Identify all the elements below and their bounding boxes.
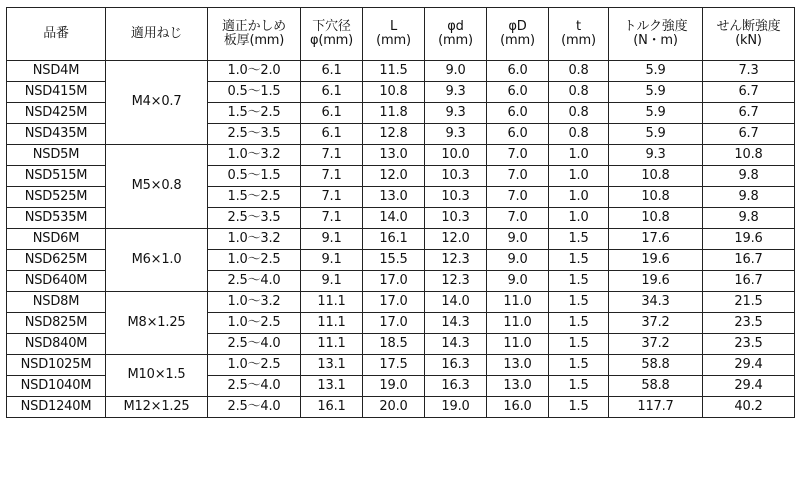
grip-range-cell: 1.0～3.2: [208, 229, 301, 250]
grip-range-cell: 2.5～4.0: [208, 271, 301, 292]
thread-size-cell: M12×1.25: [106, 397, 208, 418]
table-row: [7, 145, 795, 166]
shear-strength-cell: 16.7: [703, 271, 795, 292]
thickness-cell: 1.0: [549, 187, 609, 208]
grip-range-cell: 2.5～4.0: [208, 334, 301, 355]
thread-size-cell: M10×1.5: [106, 355, 208, 397]
torque-strength-cell: 19.6: [609, 250, 703, 271]
hole-diameter-cell: 6.1: [301, 124, 363, 145]
part-number-cell: NSD425M: [7, 103, 106, 124]
hole-diameter-cell: 7.1: [301, 208, 363, 229]
large-diameter-cell: 11.0: [487, 313, 549, 334]
small-diameter-cell: 14.0: [425, 292, 487, 313]
shear-strength-cell: 6.7: [703, 124, 795, 145]
hole-diameter-cell: 11.1: [301, 292, 363, 313]
small-diameter-cell: 10.0: [425, 145, 487, 166]
length-cell: 20.0: [363, 397, 425, 418]
shear-strength-cell: 10.8: [703, 145, 795, 166]
thickness-cell: 0.8: [549, 103, 609, 124]
small-diameter-cell: 10.3: [425, 166, 487, 187]
length-cell: 17.0: [363, 313, 425, 334]
hole-diameter-cell: 9.1: [301, 250, 363, 271]
small-diameter-cell: 10.3: [425, 187, 487, 208]
large-diameter-cell: 9.0: [487, 229, 549, 250]
thickness-cell: 1.5: [549, 292, 609, 313]
grip-range-cell: 1.0～2.5: [208, 355, 301, 376]
hole-diameter-cell: 11.1: [301, 313, 363, 334]
header-grip-range: 適正かしめ 板厚(mm): [208, 8, 301, 61]
shear-strength-cell: 16.7: [703, 250, 795, 271]
part-number-cell: NSD4M: [7, 61, 106, 82]
length-cell: 16.1: [363, 229, 425, 250]
shear-strength-cell: 6.7: [703, 82, 795, 103]
part-number-cell: NSD1025M: [7, 355, 106, 376]
shear-strength-cell: 21.5: [703, 292, 795, 313]
shear-strength-cell: 9.8: [703, 166, 795, 187]
hole-diameter-cell: 9.1: [301, 271, 363, 292]
length-cell: 17.0: [363, 271, 425, 292]
part-number-cell: NSD1240M: [7, 397, 106, 418]
shear-strength-cell: 29.4: [703, 376, 795, 397]
part-number-cell: NSD5M: [7, 145, 106, 166]
length-cell: 12.8: [363, 124, 425, 145]
header-hole-diameter: 下穴径 φ(mm): [301, 8, 363, 61]
table-row: [7, 397, 795, 418]
torque-strength-cell: 5.9: [609, 103, 703, 124]
large-diameter-cell: 7.0: [487, 187, 549, 208]
thickness-cell: 1.0: [549, 208, 609, 229]
part-number-cell: NSD625M: [7, 250, 106, 271]
thread-size-cell: M6×1.0: [106, 229, 208, 292]
thickness-cell: 0.8: [549, 124, 609, 145]
length-cell: 11.8: [363, 103, 425, 124]
torque-strength-cell: 117.7: [609, 397, 703, 418]
large-diameter-cell: 13.0: [487, 355, 549, 376]
large-diameter-cell: 16.0: [487, 397, 549, 418]
table-row: [7, 61, 795, 82]
thread-size-cell: M8×1.25: [106, 292, 208, 355]
length-cell: 19.0: [363, 376, 425, 397]
part-number-cell: NSD8M: [7, 292, 106, 313]
hole-diameter-cell: 13.1: [301, 376, 363, 397]
large-diameter-cell: 9.0: [487, 250, 549, 271]
large-diameter-cell: 11.0: [487, 334, 549, 355]
part-number-cell: NSD525M: [7, 187, 106, 208]
small-diameter-cell: 19.0: [425, 397, 487, 418]
shear-strength-cell: 29.4: [703, 355, 795, 376]
thickness-cell: 1.5: [549, 334, 609, 355]
table-row: [7, 292, 795, 313]
thickness-cell: 1.5: [549, 313, 609, 334]
length-cell: 17.0: [363, 292, 425, 313]
grip-range-cell: 2.5～3.5: [208, 124, 301, 145]
shear-strength-cell: 19.6: [703, 229, 795, 250]
small-diameter-cell: 9.3: [425, 124, 487, 145]
shear-strength-cell: 9.8: [703, 208, 795, 229]
thickness-cell: 1.5: [549, 250, 609, 271]
hole-diameter-cell: 7.1: [301, 166, 363, 187]
torque-strength-cell: 10.8: [609, 166, 703, 187]
hole-diameter-cell: 6.1: [301, 82, 363, 103]
large-diameter-cell: 6.0: [487, 103, 549, 124]
hole-diameter-cell: 9.1: [301, 229, 363, 250]
large-diameter-cell: 9.0: [487, 271, 549, 292]
part-number-cell: NSD6M: [7, 229, 106, 250]
hole-diameter-cell: 16.1: [301, 397, 363, 418]
table-body: [7, 61, 795, 418]
small-diameter-cell: 12.0: [425, 229, 487, 250]
grip-range-cell: 1.0～3.2: [208, 145, 301, 166]
header-shear-strength: せん断強度 (kN): [703, 8, 795, 61]
length-cell: 12.0: [363, 166, 425, 187]
thread-size-cell: M5×0.8: [106, 145, 208, 229]
part-number-cell: NSD535M: [7, 208, 106, 229]
grip-range-cell: 1.5～2.5: [208, 187, 301, 208]
large-diameter-cell: 6.0: [487, 124, 549, 145]
shear-strength-cell: 23.5: [703, 334, 795, 355]
thread-size-cell: M4×0.7: [106, 61, 208, 145]
grip-range-cell: 2.5～4.0: [208, 376, 301, 397]
length-cell: 13.0: [363, 145, 425, 166]
small-diameter-cell: 16.3: [425, 355, 487, 376]
thickness-cell: 1.5: [549, 229, 609, 250]
torque-strength-cell: 10.8: [609, 187, 703, 208]
large-diameter-cell: 7.0: [487, 166, 549, 187]
hole-diameter-cell: 6.1: [301, 61, 363, 82]
grip-range-cell: 0.5～1.5: [208, 82, 301, 103]
grip-range-cell: 1.0～2.5: [208, 250, 301, 271]
torque-strength-cell: 37.2: [609, 334, 703, 355]
spec-table: [6, 7, 795, 418]
length-cell: 11.5: [363, 61, 425, 82]
hole-diameter-cell: 7.1: [301, 145, 363, 166]
grip-range-cell: 1.0～3.2: [208, 292, 301, 313]
grip-range-cell: 1.0～2.5: [208, 313, 301, 334]
torque-strength-cell: 34.3: [609, 292, 703, 313]
torque-strength-cell: 9.3: [609, 145, 703, 166]
torque-strength-cell: 37.2: [609, 313, 703, 334]
thickness-cell: 1.0: [549, 145, 609, 166]
table-row: [7, 229, 795, 250]
large-diameter-cell: 7.0: [487, 145, 549, 166]
torque-strength-cell: 10.8: [609, 208, 703, 229]
part-number-cell: NSD515M: [7, 166, 106, 187]
part-number-cell: NSD435M: [7, 124, 106, 145]
small-diameter-cell: 9.3: [425, 82, 487, 103]
grip-range-cell: 2.5～3.5: [208, 208, 301, 229]
torque-strength-cell: 5.9: [609, 61, 703, 82]
torque-strength-cell: 58.8: [609, 376, 703, 397]
hole-diameter-cell: 6.1: [301, 103, 363, 124]
part-number-cell: NSD825M: [7, 313, 106, 334]
header-large-diameter: φD (mm): [487, 8, 549, 61]
torque-strength-cell: 5.9: [609, 124, 703, 145]
grip-range-cell: 0.5～1.5: [208, 166, 301, 187]
small-diameter-cell: 10.3: [425, 208, 487, 229]
part-number-cell: NSD840M: [7, 334, 106, 355]
table-row: [7, 355, 795, 376]
shear-strength-cell: 6.7: [703, 103, 795, 124]
thickness-cell: 1.5: [549, 271, 609, 292]
hole-diameter-cell: 11.1: [301, 334, 363, 355]
small-diameter-cell: 16.3: [425, 376, 487, 397]
grip-range-cell: 1.0～2.0: [208, 61, 301, 82]
large-diameter-cell: 13.0: [487, 376, 549, 397]
small-diameter-cell: 14.3: [425, 334, 487, 355]
header-thread: 適用ねじ: [106, 8, 208, 61]
grip-range-cell: 2.5～4.0: [208, 397, 301, 418]
shear-strength-cell: 7.3: [703, 61, 795, 82]
length-cell: 18.5: [363, 334, 425, 355]
small-diameter-cell: 9.3: [425, 103, 487, 124]
header-length: L (mm): [363, 8, 425, 61]
part-number-cell: NSD1040M: [7, 376, 106, 397]
small-diameter-cell: 9.0: [425, 61, 487, 82]
torque-strength-cell: 19.6: [609, 271, 703, 292]
thickness-cell: 1.5: [549, 376, 609, 397]
header-torque-strength: トルク強度 (N・m): [609, 8, 703, 61]
header-thickness: t (mm): [549, 8, 609, 61]
header-row: [7, 8, 795, 61]
thickness-cell: 1.0: [549, 166, 609, 187]
shear-strength-cell: 40.2: [703, 397, 795, 418]
shear-strength-cell: 23.5: [703, 313, 795, 334]
small-diameter-cell: 14.3: [425, 313, 487, 334]
length-cell: 17.5: [363, 355, 425, 376]
length-cell: 13.0: [363, 187, 425, 208]
torque-strength-cell: 58.8: [609, 355, 703, 376]
thickness-cell: 1.5: [549, 355, 609, 376]
length-cell: 14.0: [363, 208, 425, 229]
part-number-cell: NSD415M: [7, 82, 106, 103]
large-diameter-cell: 6.0: [487, 61, 549, 82]
length-cell: 10.8: [363, 82, 425, 103]
thickness-cell: 1.5: [549, 397, 609, 418]
shear-strength-cell: 9.8: [703, 187, 795, 208]
torque-strength-cell: 5.9: [609, 82, 703, 103]
header-part-number: 品番: [7, 8, 106, 61]
hole-diameter-cell: 7.1: [301, 187, 363, 208]
length-cell: 15.5: [363, 250, 425, 271]
large-diameter-cell: 6.0: [487, 82, 549, 103]
thickness-cell: 0.8: [549, 61, 609, 82]
small-diameter-cell: 12.3: [425, 250, 487, 271]
header-small-diameter: φd (mm): [425, 8, 487, 61]
large-diameter-cell: 11.0: [487, 292, 549, 313]
small-diameter-cell: 12.3: [425, 271, 487, 292]
hole-diameter-cell: 13.1: [301, 355, 363, 376]
large-diameter-cell: 7.0: [487, 208, 549, 229]
grip-range-cell: 1.5～2.5: [208, 103, 301, 124]
torque-strength-cell: 17.6: [609, 229, 703, 250]
part-number-cell: NSD640M: [7, 271, 106, 292]
thickness-cell: 0.8: [549, 82, 609, 103]
